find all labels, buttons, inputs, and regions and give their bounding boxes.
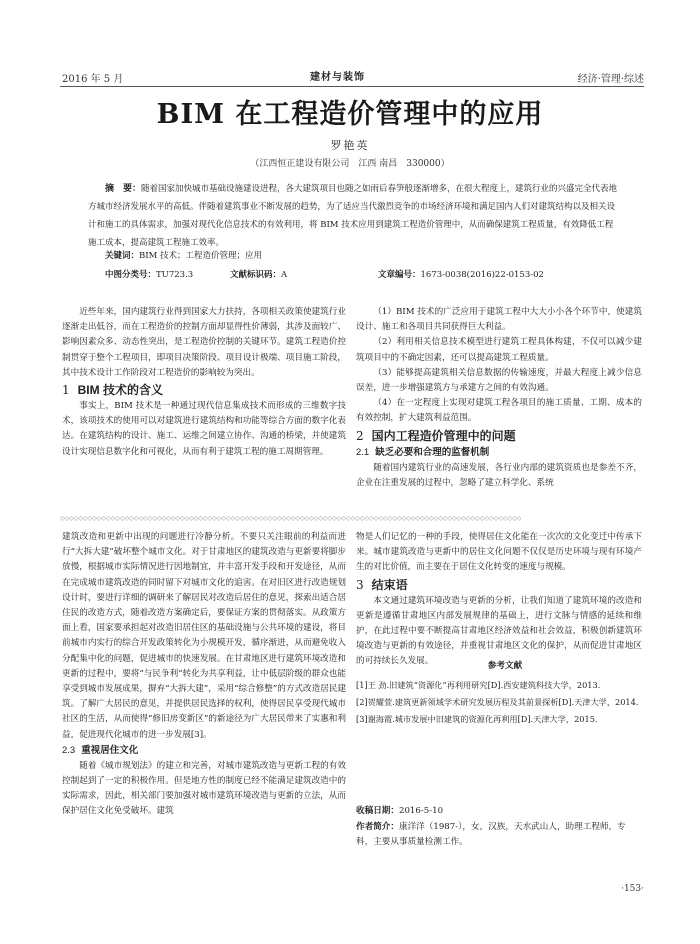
culture-paragraph: 随着《城市规划法》的建立和完善，对城市建筑改造与更新工程的有效控制起到了一定的积极作用。但是地方性的制度已经不能满足建筑改造中的实际需求，因此，相关部门要加强对城市建筑环境改造与更新的立法，从而保护居住文化免受破坏。建筑 [62,760,346,817]
section-2-heading [356,427,642,445]
clc-number [105,268,193,280]
article-title: BIM 在工程造价管理中的应用 [156,99,544,130]
section-3-title: 结束语 [371,577,408,592]
supervision-paragraph: 随着国内建筑行业的高速发展，各行业内部的建筑资质也是参差不齐，企业在注重发展的过程中，忽略了建立科学化、系统 [356,462,642,488]
clc-label: 中图分类号： [105,270,157,280]
advantage-2: （2）利用相关信息技术模型进行建筑工程具体构建，不仅可以减少建筑项目中的不确定因素，还可以提高建筑工程质量。 [356,337,642,363]
section-3-number: 3 [356,577,364,592]
section-2-1-title: 缺乏必要和合理的监督机制 [375,446,490,458]
section-2-3-heading [62,743,346,759]
section-2-3-number: 2.3 [62,744,76,756]
author-bio [356,820,642,850]
renewal-paragraph: 建筑改造和更新中出现的问题进行冷静分析。不要只关注眼前的利益而进行“大拆大建”破坏整个城市文化。对于甘肃地区的建筑改造与更新要将脚步放慢，根据城市实际情况进行因地制宜，并丰富开发手段和开发途径，从而在完成城市建筑改造的同时留下对城市文化的追害。在对旧区进行改造规划设计时，要进行详细的调研来了解居民对改造后居住的意见，探索出适合居住民的改造方式，随着改造方案确定后，要保证方案的贯彻落实。从政策方面上看，国家要承担起对改造旧居住区的基础设施与公共环境的建设，将目前城市内实行的综合开发政策转化为小规模开发，循序渐进，从而避免收入分配集中化的问题，促进城市的快速发展。在甘肃地区进行建筑环境改造和更新的过程中，要将“与民争利”转化为共享利益，让中低层阶级的群众也能享受到城市发展成果，摒弃“大拆大建”，采用“综合修整”的方式改造居民建筑。了解广大居民的意见，并提供居民选择的权利，使得居民享受现代城市社区的生活，从而使得“修旧房变新区”的新途径为广大居民带来了实惠和利益，促进现代化城市的进一步发展[3]。 [62,532,346,740]
received-value: 2016-5-10 [398,806,444,816]
section-2-3-title: 重视居住文化 [81,744,139,756]
author-name: 罗艳英 [330,139,370,152]
references-title: 参考文献 [487,661,523,671]
doc-value: A [281,270,288,280]
issue-date: 2016 年 5 月 [62,74,124,85]
reference-item: [1]王 劲.旧建筑“资源化”再利用研究[D].西安建筑科技大学，2013. [356,680,601,690]
clc-value: TU723.3 [156,270,194,280]
upper-left-column [62,305,346,460]
abstract [88,180,618,252]
document-code [230,268,287,280]
abstract-label: 摘 要： [105,184,142,194]
section-2-number: 2 [356,428,364,443]
references-list [356,678,642,729]
lower-left-column [62,530,346,820]
article-divider: ◇◇◇◇◇◇◇◇◇◇◇◇◇◇◇◇◇◇◇◇◇◇◇◇◇◇◇◇◇◇◇◇◇◇◇◇◇◇◇◇◇◇◇◇◇◇◇◇◇◇◇◇◇◇◇◇◇◇◇◇◇◇◇◇◇◇◇◇◇◇◇◇◇◇◇◇◇◇◇◇◇◇◇◇◇◇◇◇◇◇◇◇◇◇◇◇◇◇◇◇ [60,516,522,522]
bim-definition-paragraph: 事实上，BIM 技术是一种通过现代信息集成技术而形成的三维数字技术，该项技术的使用可以对建筑进行建筑结构和功能等综合方面的数字化表达。在建筑结构的设计、施工、运维之间建立协作、沟通的桥梁，并使建筑设计实现信息数字化和可视化，从而有利于建筑工程的施工周期管理。 [62,401,346,457]
keywords [105,249,262,261]
culture-continued-paragraph: 物是人们记忆的一种的手段，使得居住文化能在一次次的文化变迁中传承下来。城市建筑改造与更新中的居住文化问题不仅仅是历史环境与现有环境产生的对比价值，而主要在于居住文化转变的速度与规模。 [356,532,642,573]
reference-item: [3]谢海霞.城市发展中旧建筑的资源化再利用[D].天津大学，2015. [356,714,598,724]
lower-right-column [356,530,642,670]
intro-paragraph: 近些年来，国内建筑行业得到国家大力扶持，各项相关政策使建筑行业逐渐走出低谷，而在工程造价的控制方面却显得性价薄弱，其涉及面较广、影响因素众多、动态性突出，是工程造价控制的关键环节。建筑工程造价控制贯穿于整个工程项目，即项目决策阶段、项目设计极端、项目施工阶段，其中技术设计工作阶段对工程造价的影响较为突出。 [62,307,346,378]
advantage-1: （1）BIM 技术的广泛应用于建筑工程中大大小小各个环节中，使建筑设计、施工和各项目共同获得巨大利益。 [356,307,642,333]
received-date [356,804,443,816]
reference-item: [2]贺耀萱.建筑更新领域学术研究发展历程及其前景探析[D].天津大学，2014. [356,697,639,707]
bio-label: 作者简介： [356,822,399,832]
keywords-text: BIM 技术；工程造价管理；应用 [139,251,263,261]
page-number: ·153· [621,884,644,894]
advantage-3: （3）能够提高建筑相关信息数据的传输速度，并最大程度上减少信息误差，进一步增强建筑方与承建方之间的有效沟通。 [356,367,642,394]
section-name: 经济·管理·综述 [577,74,644,85]
section-2-1-number: 2.1 [356,446,370,458]
section-2-title: 国内工程造价管理中的问题 [371,428,516,443]
upper-right-column [356,305,642,491]
section-1-number: 1 [62,383,70,398]
conclusion-paragraph: 本文通过建筑环境改造与更新的分析，让我们知道了建筑环境的改造和更新是遵循甘肃地区内部发展规律的基础上，进行文脉与情感的延续和维护，在此过程中要不断提高甘肃地区经济效益和社会效益，积极创新建筑环境改造与更新的有效途径，并重视甘肃地区文化的保护，从而促进甘肃地区的可持续长久发展。 [356,595,642,667]
advantage-4: （4）在一定程度上实现对建筑工程各项目的施工质量、工期、成本的有效控制，扩大建筑利益范围。 [356,398,642,424]
header-rule [60,86,644,87]
keywords-label: 关键词： [105,251,140,261]
section-1-title: BIM 技术的含义 [77,383,163,398]
bio-text: 康洋洋（1987-），女，汉族，天水武山人，助理工程师，专科，主要从事质量检测工作。 [356,822,626,847]
author-affiliation: （江西恒正建设有限公司 江西 南昌 330000） [250,159,450,169]
section-1-heading [62,381,346,399]
art-label: 文章编号： [378,270,421,280]
section-2-1-heading [356,445,642,461]
abstract-text: 随着国家加快城市基础设施建设进程，各大建筑项目也随之如雨后春笋般逐渐增多，在很大程度上，建筑行业的兴盛完全代表地方城市经济发展水平的高低。伴随着建筑事业不断发展的趋势，为了适应当代激烈竞争的市场经济环境和满足国内人们对建筑结构以及相关设计和施工的具体需求，加强对现代化信息技术的有效利用，将 BIM 技术应用到建筑工程造价管理中，从而确保建筑工程质量，有效降低工程施工成本，提高建筑工程施工效率。 [88,184,618,248]
art-value: 1673-0038(2016)22-0153-02 [420,270,544,280]
article-number [378,268,544,280]
received-label: 收稿日期： [356,806,399,816]
doc-label: 文献标识码： [230,270,282,280]
section-3-heading [356,576,642,594]
journal-name: 建材与装饰 [310,72,365,83]
